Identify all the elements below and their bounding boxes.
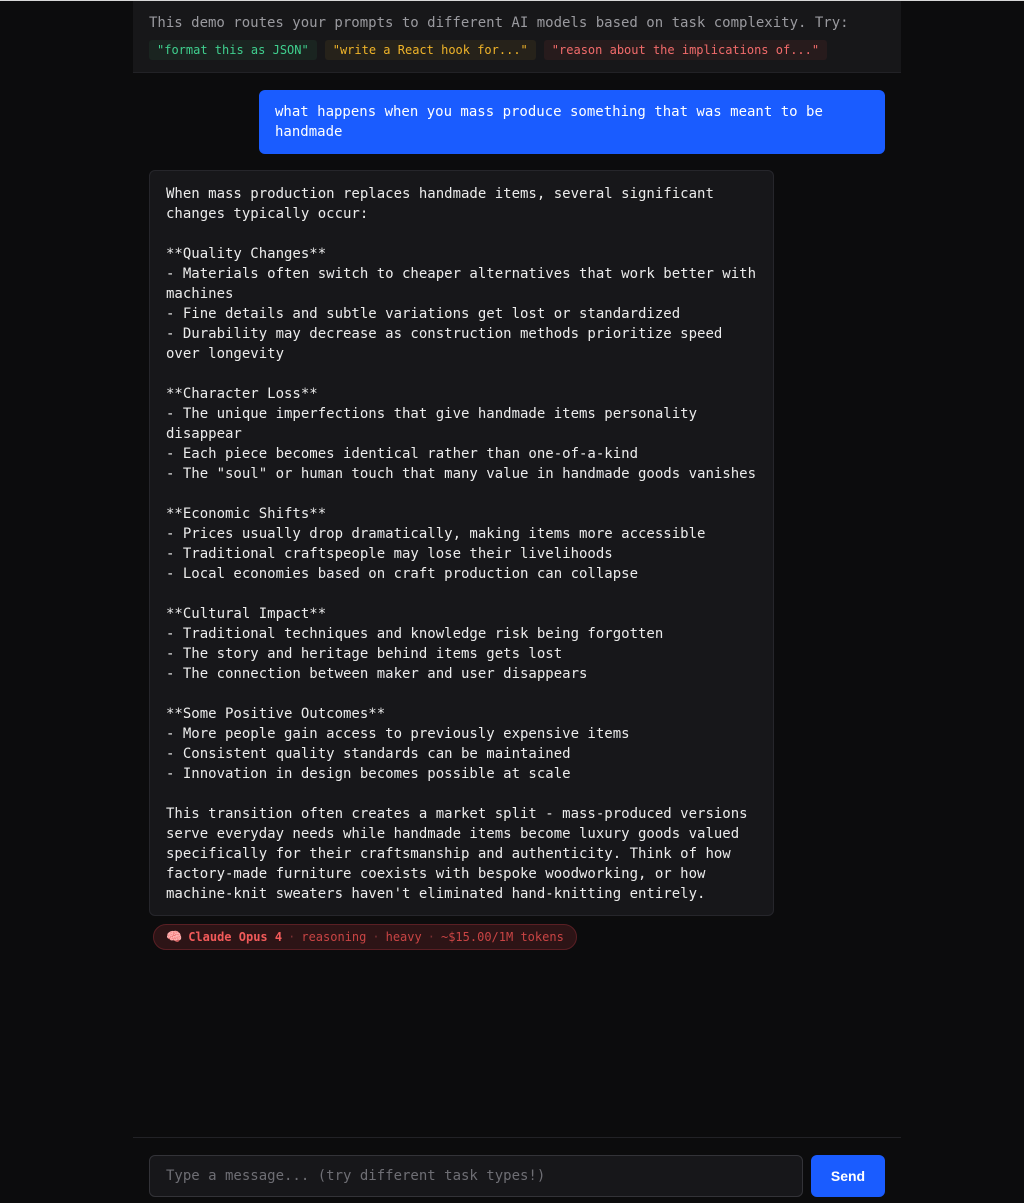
composer bbox=[133, 1137, 901, 1203]
separator: · bbox=[427, 930, 435, 944]
example-prompt-reason[interactable]: "reason about the implications of..." bbox=[544, 40, 827, 60]
example-prompt-react[interactable]: "write a React hook for..." bbox=[325, 40, 536, 60]
model-price: ~$15.00/1M tokens bbox=[440, 930, 564, 944]
brain-icon: 🧠 bbox=[166, 929, 183, 945]
model-tier: heavy bbox=[385, 930, 422, 944]
separator: · bbox=[288, 930, 296, 944]
send-button[interactable]: Send bbox=[811, 1155, 885, 1197]
banner-text: This demo routes your prompts to different AI models based on task complexity. Try: bbox=[149, 15, 849, 31]
model-name: Claude Opus 4 bbox=[188, 930, 283, 944]
example-prompt-json[interactable]: "format this as JSON" bbox=[149, 40, 317, 60]
assistant-message: When mass production replaces handmade items, several significant changes typically occur: **Quality Changes** - Materials often switch to cheaper alternatives that work better with machines - Fine details and subtle variations get lost or standardized - Durability may decrease as construction methods prioritize speed over longevity **Character Loss** - The unique imperfections that give handmade items personality disappear - Each piece becomes identical rather than one-of-a-kind - The "soul" or human touch that many value in handmade goods vanishes **Economic Shifts** - Prices usually drop dramatically, making items more accessible - Traditional craftspeople may lose their livelihoods - Local economies based on craft production can collapse **Cultural Impact** - Traditional techniques and knowledge risk being forgotten - The story and heritage behind items gets lost - The connection between maker and user disappears **Some Positive Outcomes** - More people gain access to previously expensive items - Consistent quality standards can be maintained - Innovation in design becomes possible at scale This transition often creates a market split - mass-produced versions serve everyday needs while handmade items become luxury goods valued specifically for their craftsmanship and authenticity. Think of how factory-made furniture coexists with bespoke woodworking, or how machine-knit sweaters haven't eliminated hand-knitting entirely. bbox=[149, 170, 774, 916]
separator: · bbox=[372, 930, 380, 944]
example-prompts bbox=[149, 40, 885, 60]
user-message: what happens when you mass produce something that was meant to be handmade bbox=[259, 90, 885, 154]
message-input[interactable] bbox=[149, 1155, 803, 1197]
info-banner bbox=[133, 1, 901, 73]
task-type: reasoning bbox=[301, 930, 367, 944]
chat-column bbox=[133, 1, 901, 1203]
model-badge bbox=[153, 924, 577, 950]
